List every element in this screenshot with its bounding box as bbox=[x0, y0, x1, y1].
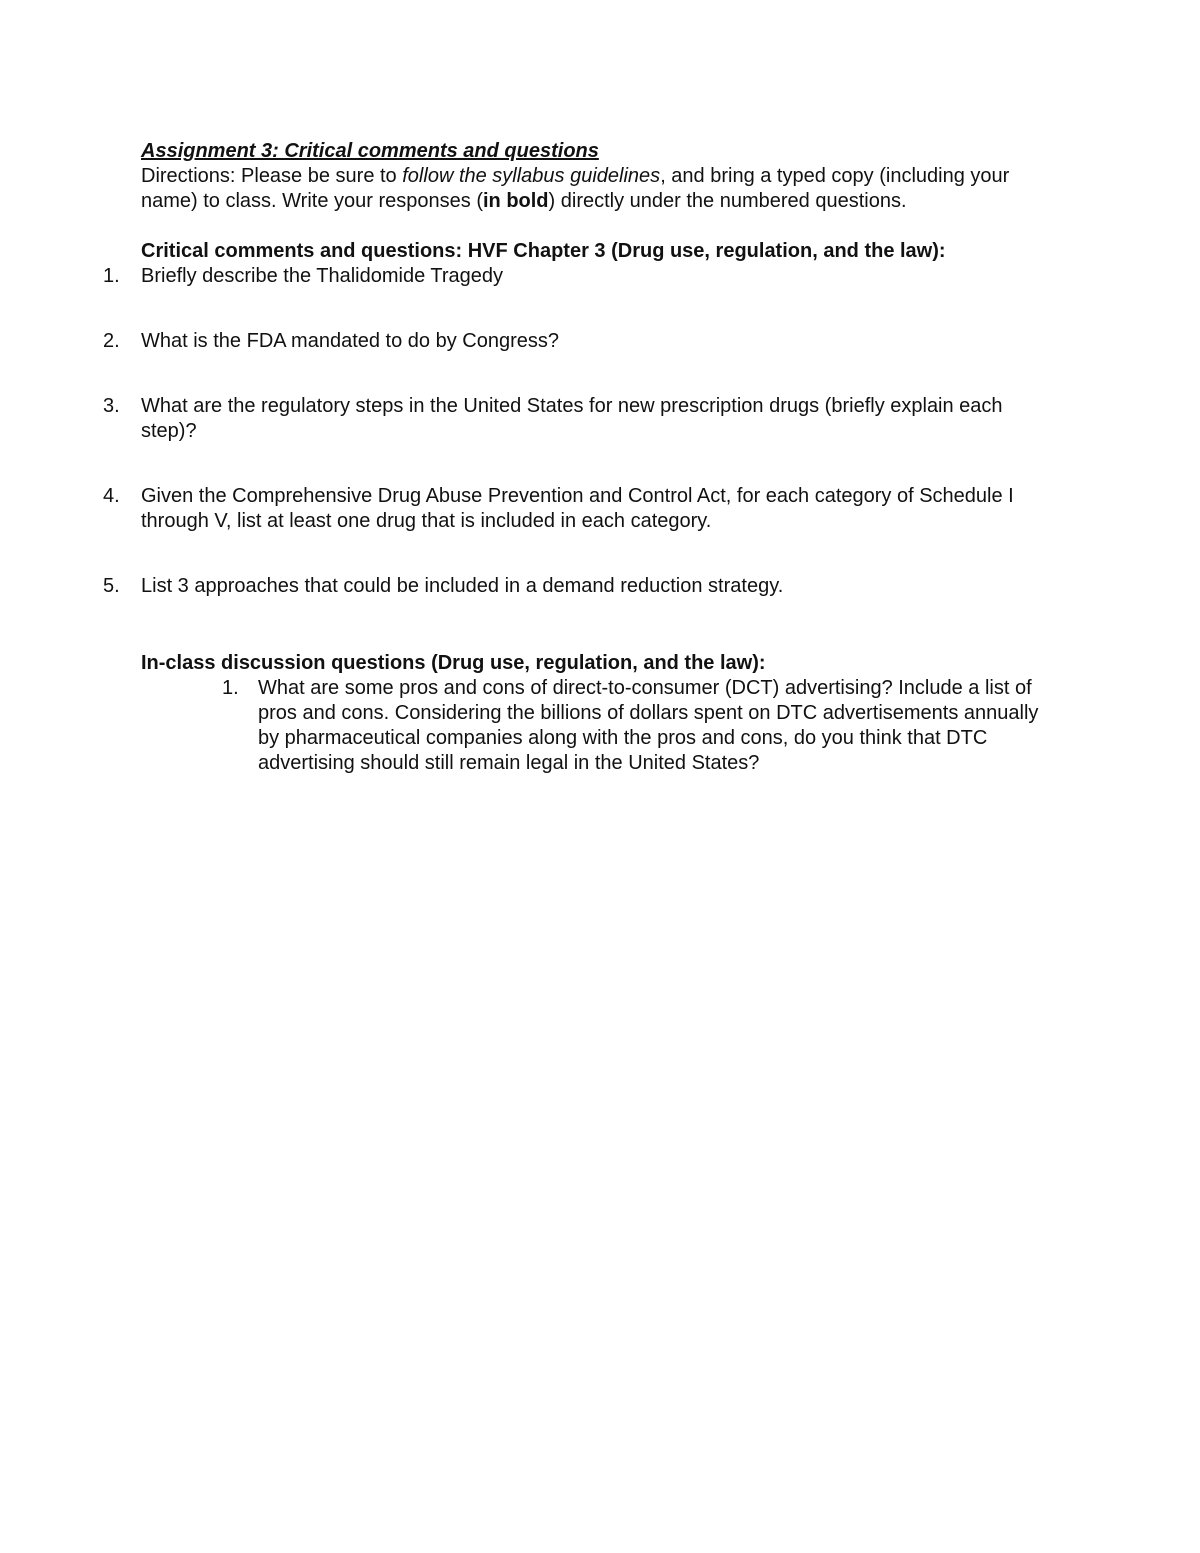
assignment-title: Assignment 3: Critical comments and questions bbox=[141, 140, 599, 162]
directions-paragraph bbox=[141, 164, 1051, 214]
document-content bbox=[103, 139, 1051, 776]
question-text: List 3 approaches that could be included in a demand reduction strategy. bbox=[141, 575, 784, 597]
question-text: Briefly describe the Thalidomide Tragedy bbox=[141, 265, 504, 287]
directions-italic-text: follow the syllabus guidelines bbox=[402, 165, 661, 187]
discussion-text: What are some pros and cons of direct-to-consumer (DCT) advertising? Include a list of pros and cons. Considering the billions of dollars spent on DTC advertisements annually by pharmaceutical companies along with the pros and cons, do you think that DTC advertising should still remain legal in the United States? bbox=[258, 677, 1039, 774]
discussion-item bbox=[222, 676, 1051, 776]
directions-text-3: ) directly under the numbered questions. bbox=[548, 190, 907, 212]
directions-bold-text: in bold bbox=[482, 190, 549, 212]
question-text: What are the regulatory steps in the United States for new prescription drugs (briefly explain each step)? bbox=[141, 395, 1003, 442]
directions-text-1: Directions: Please be sure to bbox=[141, 165, 403, 187]
question-number: 2. bbox=[103, 330, 120, 352]
question-number: 5. bbox=[103, 575, 120, 597]
question-text: Given the Comprehensive Drug Abuse Prevention and Control Act, for each category of Schedule I through V, list at least one drug that is included in each category. bbox=[141, 485, 1014, 532]
discussion-number: 1. bbox=[222, 677, 239, 699]
question-number: 3. bbox=[103, 395, 120, 417]
discussion-questions-list bbox=[141, 676, 1051, 776]
question-item bbox=[103, 329, 1051, 354]
question-item bbox=[103, 264, 1051, 289]
critical-questions-list bbox=[103, 264, 1051, 599]
question-number: 4. bbox=[103, 485, 120, 507]
question-item bbox=[103, 394, 1051, 444]
critical-questions-heading: Critical comments and questions: HVF Chapter 3 (Drug use, regulation, and the law): bbox=[141, 240, 946, 262]
question-number: 1. bbox=[103, 265, 120, 287]
question-item bbox=[103, 484, 1051, 534]
directions-text-2: , and bring a typed copy (including your name) to class. Write your responses ( bbox=[141, 165, 1010, 212]
question-item bbox=[103, 574, 1051, 599]
question-text: What is the FDA mandated to do by Congress? bbox=[141, 330, 559, 352]
discussion-questions-heading: In-class discussion questions (Drug use, regulation, and the law): bbox=[141, 652, 766, 674]
